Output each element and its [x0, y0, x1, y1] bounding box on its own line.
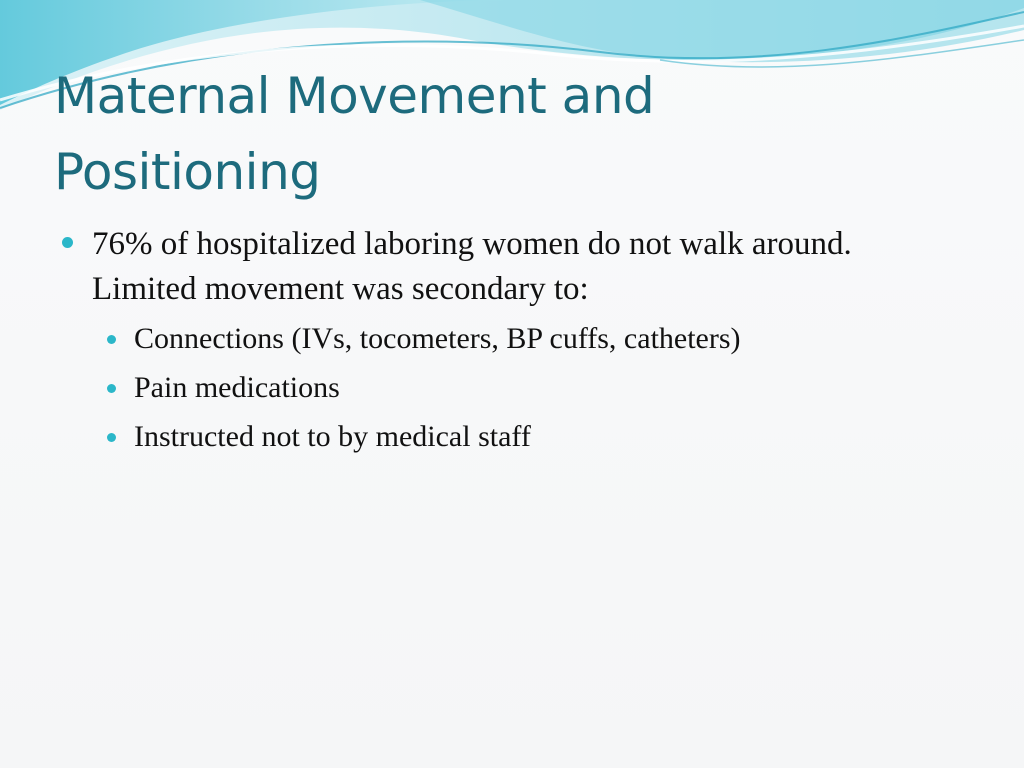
sub-bullet-item: [105, 420, 960, 454]
sub-bullet-dot-icon: [107, 335, 116, 344]
bullet-text: 76% of hospitalized laboring women do not walk around. Limited movement was secondary to:: [92, 226, 852, 307]
slide-title-line-1: Maternal Movement and: [54, 67, 655, 125]
sub-bullet-item: [105, 371, 960, 405]
slide-title-line-2: Positioning: [54, 143, 321, 201]
sub-bullet-item: [105, 322, 960, 356]
sub-bullet-text: Connections (IVs, tocometers, BP cuffs, catheters): [134, 322, 741, 355]
sub-bullet-list: [60, 322, 960, 454]
sub-bullet-dot-icon: [107, 384, 116, 393]
bullet-dot-icon: [62, 237, 73, 248]
sub-bullet-text: Pain medications: [134, 371, 340, 404]
sub-bullet-text: Instructed not to by medical staff: [134, 420, 531, 453]
bullet-item: [60, 222, 960, 312]
slide-content: [60, 222, 960, 469]
sub-bullet-dot-icon: [107, 433, 116, 442]
slide-title: [54, 58, 954, 210]
